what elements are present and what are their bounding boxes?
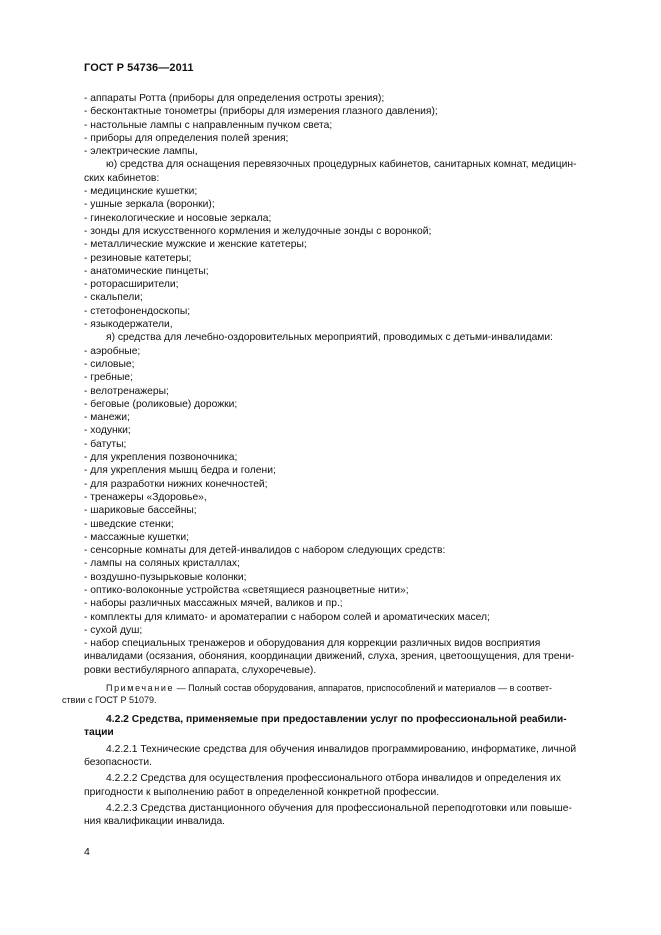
list-item: - для укрепления мышц бедра и голени; bbox=[84, 465, 276, 477]
list-item: - медицинские кушетки; bbox=[84, 186, 198, 198]
list-item: - батуты; bbox=[84, 438, 127, 450]
paragraph-line2: безопасности. bbox=[84, 756, 152, 768]
paragraph-line2: пригодности к выполнению работ в определенной конкретной профессии. bbox=[84, 786, 440, 798]
list-item: - велотренажеры; bbox=[84, 385, 169, 397]
section-yu-line1: ю) средства для оснащения перевязочных процедурных кабинетов, санитарных комнат, медицин- bbox=[106, 159, 577, 171]
last-item-line2: инвалидами (осязания, обоняния, координации движений, слуха, зрения, цветоощущения, для трени- bbox=[84, 651, 575, 663]
list-item: - гребные; bbox=[84, 372, 133, 384]
list-item: - силовые; bbox=[84, 358, 135, 370]
page-number: 4 bbox=[84, 846, 90, 858]
paragraph-4-2-2-2 bbox=[84, 772, 592, 799]
note-text: — Полный состав оборудования, аппаратов, приспособлений и материалов — в соответ- bbox=[174, 683, 552, 694]
list-item: - резиновые катетеры; bbox=[84, 252, 192, 264]
paragraph-4-2-2-1 bbox=[84, 743, 592, 770]
list-item: - воздушно-пузырьковые колонки; bbox=[84, 571, 247, 583]
list-item: - электрические лампы, bbox=[84, 146, 198, 158]
section-yu-line2: ских кабинетов: bbox=[84, 172, 160, 184]
list-item: - сенсорные комнаты для детей-инвалидов с набором следующих средств: bbox=[84, 545, 446, 557]
paragraph-line1: 4.2.2.2 Средства для осуществления профессионального отбора инвалидов и определения их bbox=[106, 773, 561, 785]
list-item: - языкодержатели, bbox=[84, 319, 173, 331]
list-item: - наборы различных массажных мячей, валиков и пр.; bbox=[84, 598, 343, 610]
list-item: - скальпели; bbox=[84, 292, 143, 304]
list-item: - роторасширители; bbox=[84, 279, 179, 291]
list-item: - металлические мужские и женские катетеры; bbox=[84, 239, 307, 251]
list-item: - аэробные; bbox=[84, 345, 141, 357]
list-item: - массажные кушетки; bbox=[84, 531, 189, 543]
list-item: - анатомические пинцеты; bbox=[84, 265, 209, 277]
list-item: - для укрепления позвоночника; bbox=[84, 452, 238, 464]
list-item: - стетофонендоскопы; bbox=[84, 305, 191, 317]
list-item: - ходунки; bbox=[84, 425, 131, 437]
list-item: - сухой душ; bbox=[84, 624, 143, 636]
list-item: - для разработки нижних конечностей; bbox=[84, 478, 268, 490]
paragraph-line1: 4.2.2.1 Технические средства для обучения инвалидов программированию, информатике, личной bbox=[106, 743, 577, 755]
list-item: - зонды для искусственного кормления и желудочные зонды с воронкой; bbox=[84, 225, 432, 237]
list-item: - приборы для определения полей зрения; bbox=[84, 132, 289, 144]
list-ya bbox=[84, 345, 592, 651]
page-content bbox=[62, 92, 592, 828]
note-text-cont: ствии с ГОСТ Р 51079. bbox=[62, 695, 157, 706]
list-item: - шведские стенки; bbox=[84, 518, 174, 530]
standard-code-header: ГОСТ Р 54736—2011 bbox=[84, 62, 194, 74]
list-item: - шариковые бассейны; bbox=[84, 505, 197, 517]
list-item: - бесконтактные тонометры (приборы для измерения глазного давления); bbox=[84, 106, 438, 118]
note bbox=[62, 682, 592, 706]
heading-line1: 4.2.2 Средства, применяемые при предоставлении услуг по профессиональной реабили- bbox=[106, 714, 567, 726]
list-item: - набор специальных тренажеров и оборудования для коррекции различных видов восприятия bbox=[84, 638, 541, 650]
section-heading-4-2-2 bbox=[84, 713, 592, 740]
list-item: - ушные зеркала (воронки); bbox=[84, 199, 215, 211]
list-item: - настольные лампы с направленным пучком света; bbox=[84, 119, 333, 131]
list-item: - оптико-волоконные устройства «светящиеся разноцветные нити»; bbox=[84, 584, 409, 596]
note-label: Примечание bbox=[106, 683, 175, 694]
list-yu bbox=[84, 185, 592, 331]
list-item: - манежи; bbox=[84, 412, 130, 424]
paragraph-line2: ния квалификации инвалида. bbox=[84, 816, 226, 828]
list-item: - беговые (роликовые) дорожки; bbox=[84, 398, 238, 410]
paragraph-4-2-2-3 bbox=[84, 802, 592, 829]
section-ya-line1: я) средства для лечебно-оздоровительных мероприятий, проводимых с детьми-инвалидами: bbox=[106, 332, 553, 344]
list-item: - аппараты Ротта (приборы для определения остроты зрения); bbox=[84, 93, 385, 104]
list-a bbox=[84, 92, 592, 158]
paragraph-line1: 4.2.2.3 Средства дистанционного обучения для профессиональной переподготовки или повыше- bbox=[106, 802, 572, 814]
list-item: - лампы на соляных кристаллах; bbox=[84, 558, 240, 570]
list-item: - гинекологические и носовые зеркала; bbox=[84, 212, 272, 224]
list-item: - комплекты для климато- и ароматерапии с набором солей и ароматических масел; bbox=[84, 611, 490, 623]
last-item-line3: ровки вестибулярного аппарата, слухоречевые). bbox=[84, 664, 317, 676]
list-item: - тренажеры «Здоровье», bbox=[84, 491, 207, 503]
heading-line2: тации bbox=[84, 727, 114, 739]
